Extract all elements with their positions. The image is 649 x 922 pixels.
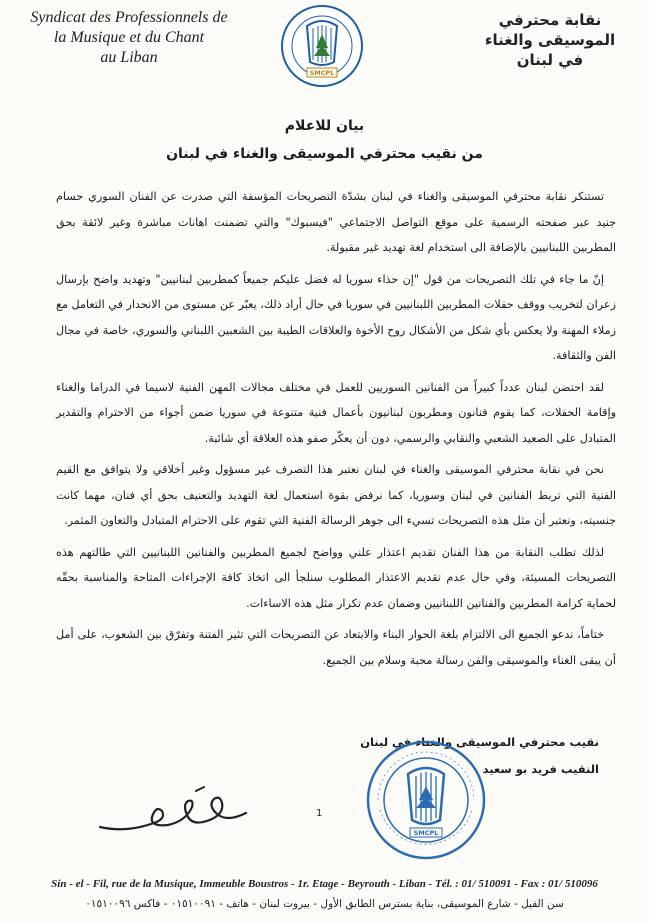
letterhead-arabic (465, 10, 635, 70)
handwritten-signature (96, 783, 256, 845)
paragraph-2: إنّ ما جاء في تلك التصريحات من قول "إن حذاء سوريا له فضل عليكم جميعاً كمطربين لبنانيين" وتهديد واضح بإرسال زعران لتخريب ووقف حفلات المطربين اللبنانيين في سوريا في حال أراد ذلك، يعبّر عن مستوى من الانحدار في التعامل مع زملاء المهنة ولا يعكس بأي شكل من الأشكال روح الأخوة والعلاقات الطيبة بين الشعبين اللبناني والسوري، خاصة في مجال الفن والثقافة. (56, 272, 616, 362)
letterhead-fr-line3: au Liban (100, 49, 158, 66)
footer-address-arabic: سن الفيل - شارع الموسيقى، بناية بسترس الطابق الأول - بيروت لبنان - هاتف - ٠١٥١٠٠٩١ - فاكس ٠١٥١٠٠٩٦ (85, 898, 564, 910)
statement-title: بيان للاعلام (284, 118, 365, 134)
footer-address-french: Sin - el - Fil, rue de la Musique, Immeuble Boustros - 1r. Etage - Beyrouth - Liban - Tél. : 01/ 510091 - Fax : 01/ 510096 (51, 878, 598, 890)
union-stamp (364, 738, 488, 862)
letterhead-ar-line3: في لبنان (516, 51, 584, 69)
page-number: 1 (316, 808, 323, 819)
stamp-logo-text: SMCPL (413, 829, 439, 837)
logo-text: SMCPL (309, 69, 335, 77)
statement-body (56, 184, 616, 679)
union-logo (279, 4, 365, 92)
signatory-title: نقيب محترفي الموسيقى والغناء في لبنان (360, 735, 599, 749)
statement-subtitle: من نقيب محترفي الموسيقى والغناء في لبنان (166, 146, 483, 162)
paragraph-1: تستنكر نقابة محترفي الموسيقى والغناء في لبنان بشدّة التصريحات المؤسفة التي صدرت عن الفنان السوري حسام جنيد عبر صفحته الرسمية على موقع التواصل الاجتماعي "فيسبوك" والتي تضمنت اهانات مباشرة وغير لائقة بحق المطربين اللبنانيين بالإضافة الى استخدام لغة تهديد غير مقبولة. (56, 190, 616, 254)
letterhead-french (14, 8, 244, 68)
letterhead-fr-line2: la Musique et du Chant (53, 29, 205, 46)
paragraph-5: لذلك تطلب النقابة من هذا الفنان تقديم اعتذار علني وواضح لجميع المطربين والفنانين اللبنانيين التي طالتهم هذه التصريحات المسيئة، وفي حال عدم تقديم الاعتذار المطلوب سنلجأ الى اتخاذ كافة الإجراءات المتاحة والمناسبة بحقّه لحماية كرامة المطربين والفنانين اللبنانيين وضمان عدم تكرار مثل هذه الاساءات. (56, 545, 616, 610)
paragraph-3: لقد احتضن لبنان عدداً كبيراً من الفنانين السوريين للعمل في مختلف مجالات المهن الفنية لاسيما في الدراما والغناء وإقامة الحفلات، كما يقوم فنانون ومطربون لبنانيون بأعمال فنية متنوعة في سوريا ضمن أجواء من الاحترام والتقدير المتبادل على الصعيد الشعبي والنقابي والرسمي، دون أن يعكّر صفو هذه العلاقة أي شائبة. (56, 380, 616, 445)
paragraph-6: ختاماً، ندعو الجميع الى الالتزام بلغة الحوار البناء والابتعاد عن التصريحات التي تثير الفتنة وتفرّق بين الشعوب، على أمل أن يبقى الغناء والموسيقى والفن رسالة محبة وسلام بين الجميع. (56, 628, 616, 667)
letterhead-fr-line1: Syndicat des Professionnels de (30, 9, 228, 26)
signatory-name: النقيب فريد بو سعيد (482, 762, 599, 776)
paragraph-4: نحن في نقابة محترفي الموسيقى والغناء في لبنان نعتبر هذا التصرف غير مسؤول وغير أخلاقي ولا يتوافق مع القيم الفنية التي تربط الفنانين في لبنان وسوريا، كما نرفض بقوة استعمال لغة التهديد والتعنيف بحق أي فنان، مهما كانت جنسيته، ونعتبر أن مثل هذه التصريحات تسيء الى جوهر الرسالة الفنية التي تقوم على الاحترام المتبادل والتعاون المثمر. (56, 463, 616, 527)
letterhead-ar-line2: الموسيقى والغناء (484, 31, 616, 49)
letterhead-ar-line1: نقابة محترفي (498, 11, 602, 29)
